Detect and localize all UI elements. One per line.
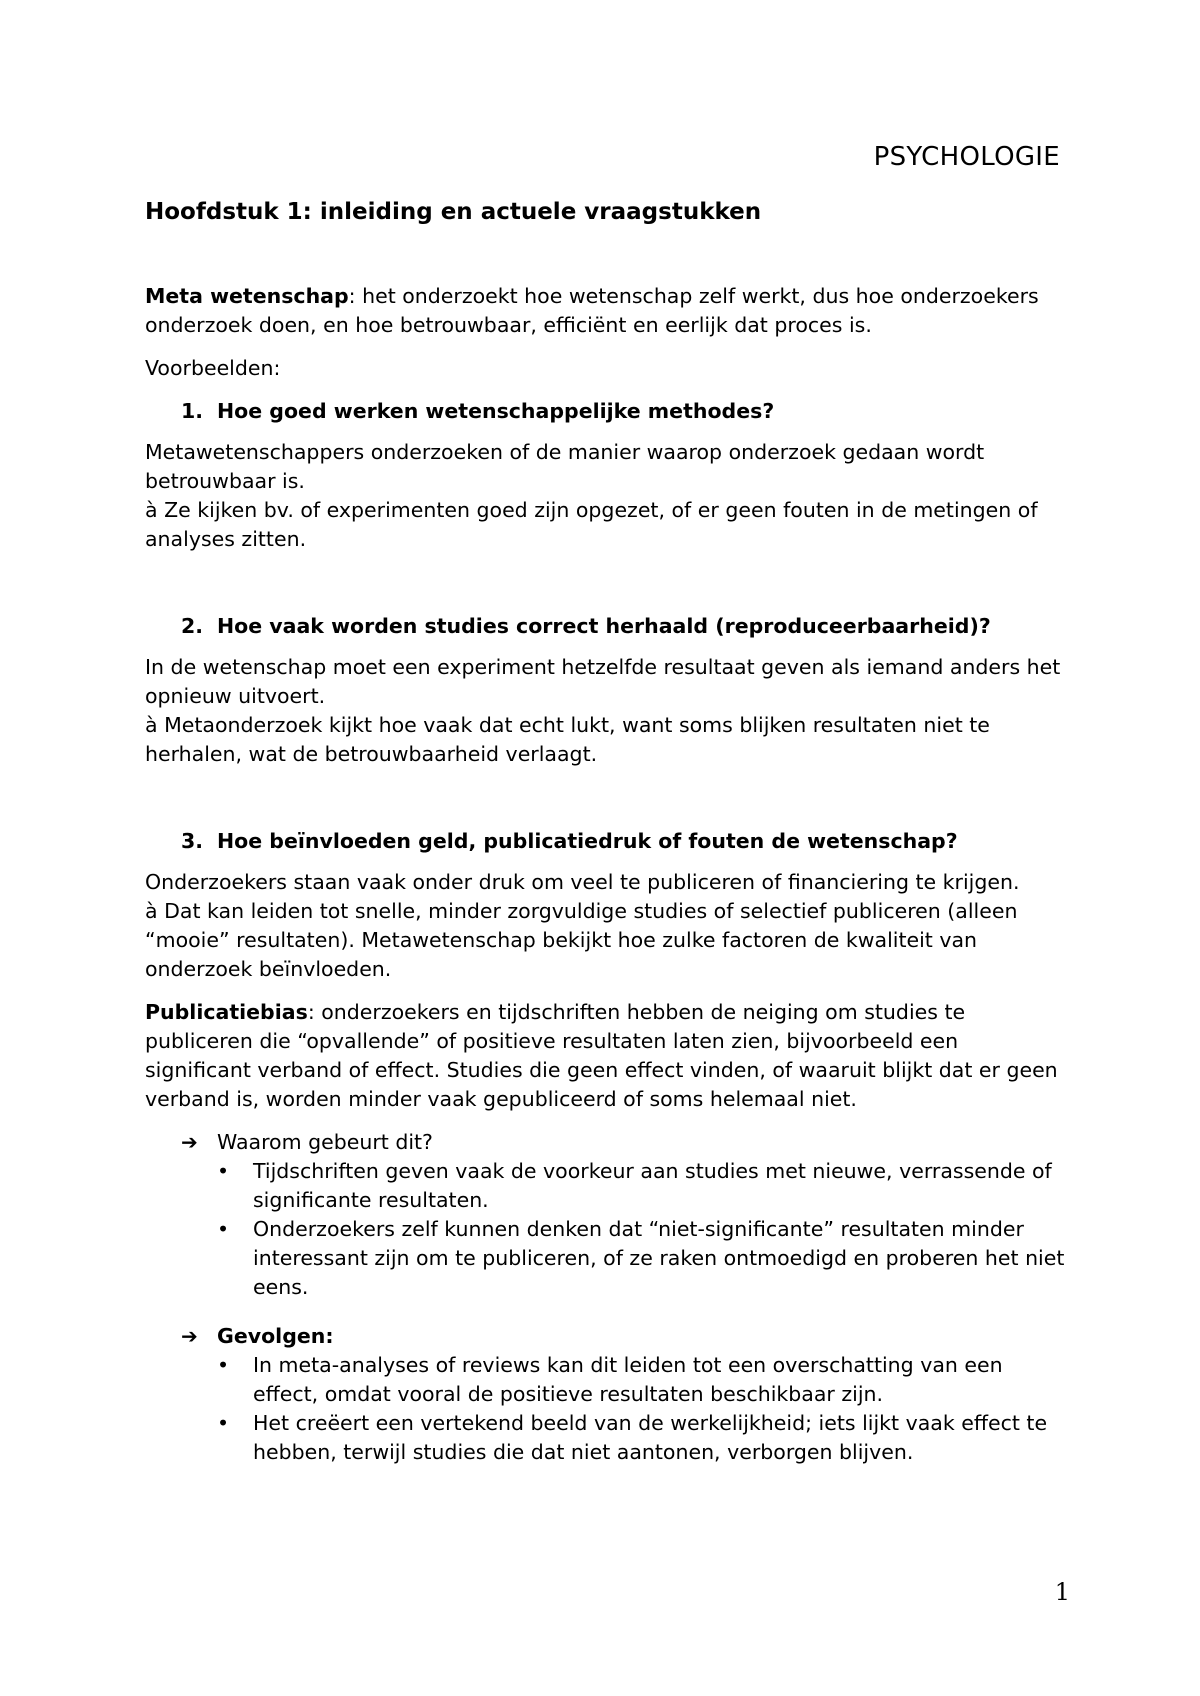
consequences-label: Gevolgen:: [217, 1324, 334, 1348]
arrow-right-icon: ➔: [181, 1324, 198, 1348]
meta-science-text: : het onderzoekt hoe wetenschap zelf werkt, dus hoe onderzoekers onderzoek doen, en hoe betrouwbaar, efficiënt en eerlijk dat proces is.: [145, 284, 1039, 337]
section-number-2: 2.: [181, 614, 204, 638]
section-text2-2: Metaonderzoek kijkt hoe vaak dat echt lukt, want soms blijken resultaten niet te herhalen, wat de betrouwbaarheid verlaagt.: [145, 713, 990, 766]
section-heading-1: [145, 397, 1070, 426]
publication-bias-term: Publicatiebias: [145, 1000, 308, 1024]
list-item: • Onderzoekers zelf kunnen denken dat “niet-significante” resultaten minder interessant zijn om te publiceren, of ze raken ontmoedigd en proberen het niet eens.: [217, 1217, 1065, 1299]
section-heading-text-3: Hoe beïnvloeden geld, publicatiedruk of fouten de wetenschap?: [217, 829, 958, 853]
bullet-icon: •: [217, 1353, 230, 1377]
why-label: Waarom gebeurt dit?: [217, 1130, 433, 1154]
list-item: • Tijdschriften geven vaak de voorkeur aan studies met nieuwe, verrassende of significante resultaten.: [217, 1159, 1052, 1212]
section-arrow-1: à: [145, 498, 158, 522]
arrow-right-icon: ➔: [181, 1130, 198, 1154]
section-paragraph-2: [145, 653, 1070, 769]
section-text2-3: Dat kan leiden tot snelle, minder zorgvuldige studies of selectief publiceren (alleen “mooie” resultaten). Metawetenschap bekijkt hoe zulke factoren de kwaliteit van onderzoek beïnvloeden.: [145, 899, 1018, 981]
section-paragraph-1: [145, 438, 1070, 554]
section-number-3: 3.: [181, 829, 204, 853]
examples-label: Voorbeelden:: [145, 356, 281, 380]
section-paragraph-3: [145, 868, 1070, 984]
section-text2-1: Ze kijken bv. of experimenten goed zijn opgezet, of er geen fouten in de metingen of analyses zitten.: [145, 498, 1038, 551]
section-heading-text-1: Hoe goed werken wetenschappelijke methodes?: [217, 399, 775, 423]
list-item: • Het creëert een vertekend beeld van de werkelijkheid; iets lijkt vaak effect te hebben, terwijl studies die dat niet aantonen, verborgen blijven.: [217, 1411, 1048, 1464]
section-arrow-3: à: [145, 899, 158, 923]
bullet-icon: •: [217, 1217, 230, 1241]
consequences-list: [145, 1351, 1070, 1467]
publication-bias-text: : onderzoekers en tijdschriften hebben de neiging om studies te publiceren die “opvallende” of positieve resultaten laten zien, bijvoorbeeld een significant verband of effect. Studies die geen effect vinden, of waaruit blijkt dat er geen verband is, worden minder vaak gepubliceerd of soms helemaal niet.: [145, 1000, 1058, 1111]
why-block: [145, 1128, 1070, 1157]
section-heading-2: [145, 612, 1070, 641]
page-number: 1: [1054, 1578, 1070, 1606]
section-text1-3: Onderzoekers staan vaak onder druk om veel te publiceren of financiering te krijgen.: [145, 870, 1020, 894]
consequences-heading: [181, 1322, 1070, 1351]
document-title: PSYCHOLOGIE: [873, 142, 1060, 172]
section-heading-3: [145, 827, 1070, 856]
bullet-icon: •: [217, 1159, 230, 1183]
section-number-1: 1.: [181, 399, 204, 423]
section-text1-2: In de wetenschap moet een experiment hetzelfde resultaat geven als iemand anders het opnieuw uitvoert.: [145, 655, 1061, 708]
document-body: [145, 196, 1070, 1467]
meta-science-definition: [145, 282, 1070, 340]
why-heading: [181, 1128, 1070, 1157]
bullet-icon: •: [217, 1411, 230, 1435]
chapter-heading: Hoofdstuk 1: inleiding en actuele vraagstukken: [145, 199, 762, 225]
list-item: • In meta-analyses of reviews kan dit leiden tot een overschatting van een effect, omdat vooral de positieve resultaten beschikbaar zijn.: [217, 1353, 1003, 1406]
section-heading-text-2: Hoe vaak worden studies correct herhaald (reproduceerbaarheid)?: [217, 614, 991, 638]
section-text1-1: Metawetenschappers onderzoeken of de manier waarop onderzoek gedaan wordt betrouwbaar is.: [145, 440, 985, 493]
publication-bias-definition: [145, 998, 1070, 1114]
why-list: [145, 1157, 1070, 1302]
meta-science-term: Meta wetenschap: [145, 284, 349, 308]
consequences-block: [145, 1322, 1070, 1351]
section-arrow-2: à: [145, 713, 158, 737]
